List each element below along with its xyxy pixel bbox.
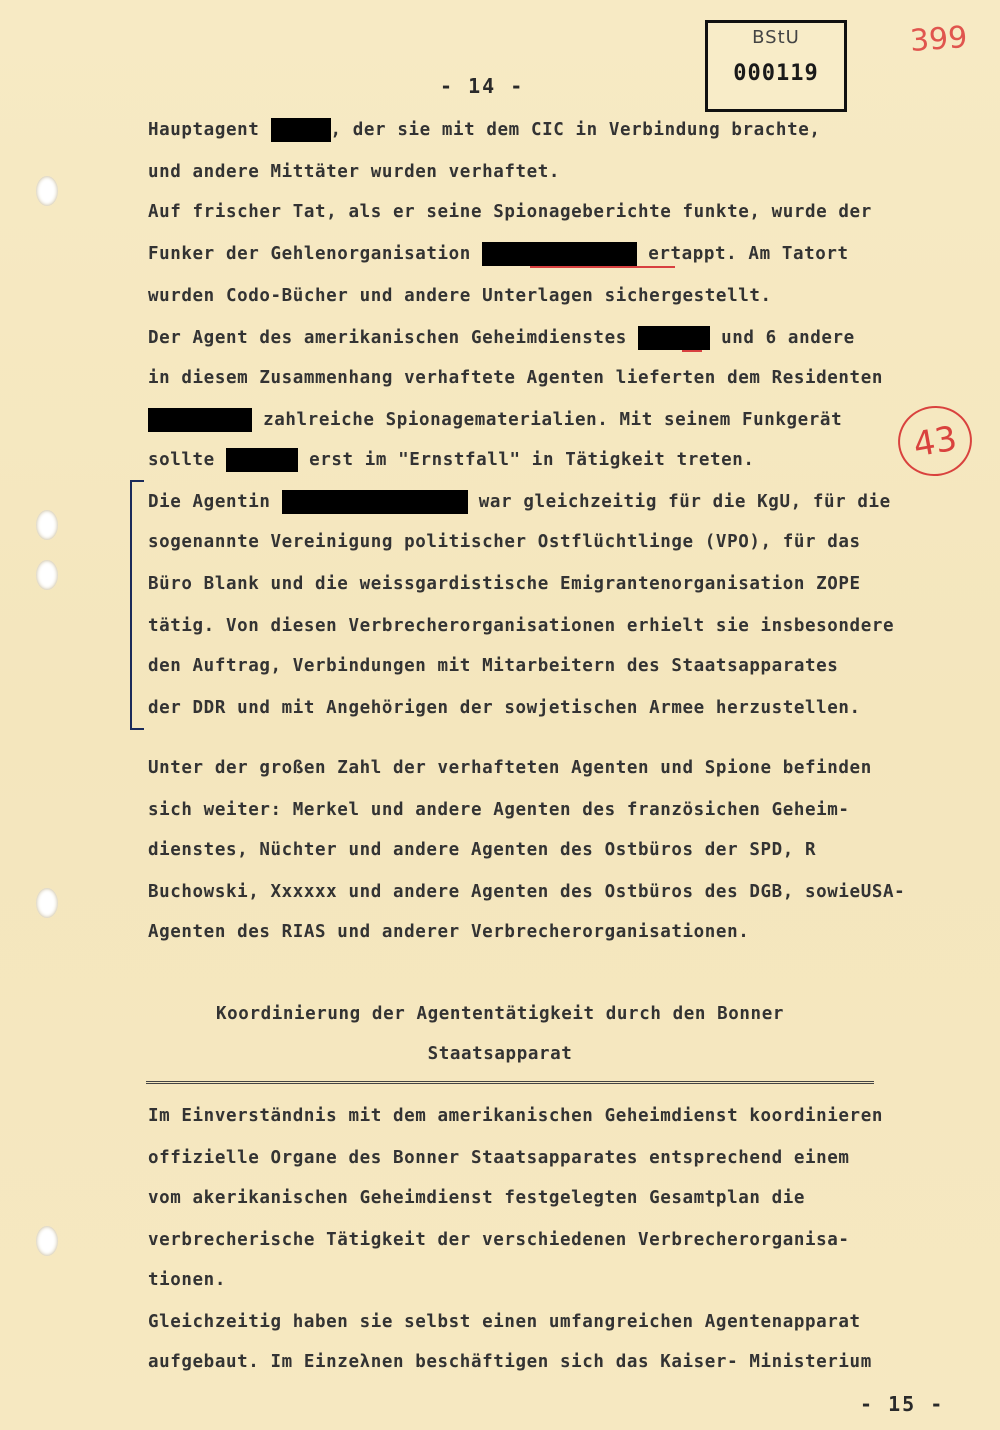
red-underline bbox=[682, 350, 702, 352]
stamp-number: 000119 bbox=[733, 61, 819, 86]
text-line bbox=[148, 798, 850, 822]
text-segment: Büro Blank und die weissgardistische Emigrantenorganisation ZOPE bbox=[148, 574, 861, 594]
stamp-label: BStU bbox=[752, 27, 800, 48]
text-line bbox=[148, 326, 855, 350]
text-line bbox=[148, 530, 861, 554]
heading-rule bbox=[146, 1081, 874, 1084]
text-segment: sollte bbox=[148, 450, 226, 470]
text-segment: verbrecherische Tätigkeit der verschiedenen Verbrecherorganisa- bbox=[148, 1230, 850, 1250]
redaction-block bbox=[482, 242, 637, 266]
redaction-block bbox=[226, 448, 298, 472]
punch-hole bbox=[36, 1226, 58, 1256]
punch-hole bbox=[36, 888, 58, 918]
text-segment: Funker der Gehlenorganisation bbox=[148, 244, 483, 264]
text-segment: den Auftrag, Verbindungen mit Mitarbeitern des Staatsapparates bbox=[148, 656, 839, 676]
text-segment: tionen. bbox=[148, 1270, 226, 1290]
text-segment: vom akerikanischen Geheimdienst festgelegten Gesamtplan die bbox=[148, 1188, 806, 1208]
text-segment: in diesem Zusammenhang verhaftete Agenten lieferten dem Residenten bbox=[148, 368, 883, 388]
text-segment: Die Agentin bbox=[148, 492, 282, 512]
text-line bbox=[148, 572, 861, 596]
text-segment: Unter der großen Zahl der verhafteten Agenten und Spione befinden bbox=[148, 758, 872, 778]
text-line bbox=[148, 366, 883, 390]
text-segment: und andere Mittäter wurden verhaftet. bbox=[148, 162, 561, 182]
text-line bbox=[148, 1268, 226, 1292]
text-line bbox=[148, 1310, 861, 1334]
text-line bbox=[148, 696, 861, 720]
text-segment: aufgebaut. Im Einzeλnen beschäftigen sich das Kaiser- Ministerium bbox=[148, 1352, 872, 1372]
text-line bbox=[148, 880, 905, 904]
redaction-block bbox=[271, 118, 331, 142]
handwritten-page-mark: 399 bbox=[908, 20, 969, 59]
text-line bbox=[148, 1186, 805, 1210]
text-segment: , der sie mit dem CIC in Verbindung brachte, bbox=[330, 120, 821, 140]
text-segment: zahlreiche Spionagematerialien. Mit seinem Funkgerät bbox=[252, 410, 843, 430]
text-segment: tätig. Von diesen Verbrecherorganisationen erhielt sie insbesondere bbox=[148, 616, 895, 636]
text-segment: erst im "Ernstfall" in Tätigkeit treten. bbox=[297, 450, 755, 470]
text-segment: und 6 andere bbox=[709, 328, 855, 348]
text-segment: der DDR und mit Angehörigen der sowjetischen Armee herzustellen. bbox=[148, 698, 861, 718]
text-line bbox=[148, 200, 872, 224]
text-line bbox=[148, 1228, 850, 1252]
redaction-block bbox=[638, 326, 710, 350]
text-segment: wurden Codo-Bücher und andere Unterlagen sichergestellt. bbox=[148, 286, 772, 306]
text-line bbox=[148, 838, 816, 862]
text-line bbox=[148, 756, 872, 780]
text-segment: Der Agent des amerikanischen Geheimdienstes bbox=[148, 328, 638, 348]
text-segment: Buchowski, Xxxxxx und andere Agenten des Ostbüros des DGB, sowieUSA- bbox=[148, 882, 906, 902]
text-line bbox=[148, 160, 560, 184]
text-segment: Hauptagent bbox=[148, 120, 271, 140]
text-line bbox=[148, 1350, 872, 1374]
text-segment: offizielle Organe des Bonner Staatsapparates entsprechend einem bbox=[148, 1148, 850, 1168]
punch-hole bbox=[36, 560, 58, 590]
text-segment: sogenannte Vereinigung politischer Ostflüchtlinge (VPO), für das bbox=[148, 532, 861, 552]
text-line bbox=[148, 654, 838, 678]
red-underline bbox=[530, 266, 675, 268]
handwritten-circle-mark: 43 bbox=[892, 400, 977, 482]
text-segment: ertappt. Am Tatort bbox=[637, 244, 849, 264]
text-line bbox=[148, 284, 772, 308]
redaction-block bbox=[282, 490, 468, 514]
archive-stamp bbox=[705, 20, 847, 112]
section-heading-line1: Koordinierung der Agententätigkeit durch den Bonner bbox=[216, 1004, 784, 1024]
text-segment: sich weiter: Merkel und andere Agenten des französichen Geheim- bbox=[148, 800, 850, 820]
punch-hole bbox=[36, 176, 58, 206]
text-line bbox=[148, 1104, 883, 1128]
text-segment: Agenten des RIAS und anderer Verbrecherorganisationen. bbox=[148, 922, 750, 942]
text-line bbox=[148, 408, 842, 432]
punch-hole bbox=[36, 510, 58, 540]
text-line bbox=[148, 614, 894, 638]
text-line bbox=[148, 448, 755, 472]
text-line bbox=[148, 118, 820, 142]
redaction-block bbox=[148, 408, 252, 432]
text-line bbox=[148, 242, 849, 266]
text-segment: war gleichzeitig für die KgU, für die bbox=[467, 492, 891, 512]
margin-bracket bbox=[130, 480, 144, 730]
text-line bbox=[148, 920, 749, 944]
section-heading-line2: Staatsapparat bbox=[427, 1044, 573, 1064]
text-segment: Im Einverständnis mit dem amerikanischen Geheimdienst koordinieren bbox=[148, 1106, 883, 1126]
text-segment: dienstes, Nüchter und andere Agenten des Ostbüros der SPD, R bbox=[148, 840, 817, 860]
text-segment: Gleichzeitig haben sie selbst einen umfangreichen Agentenapparat bbox=[148, 1312, 861, 1332]
text-line bbox=[148, 1146, 850, 1170]
page-number: - 14 - bbox=[440, 74, 525, 98]
text-segment: Auf frischer Tat, als er seine Spionageberichte funkte, wurde der bbox=[148, 202, 872, 222]
text-line bbox=[148, 490, 891, 514]
next-page-number: - 15 - bbox=[860, 1392, 945, 1416]
